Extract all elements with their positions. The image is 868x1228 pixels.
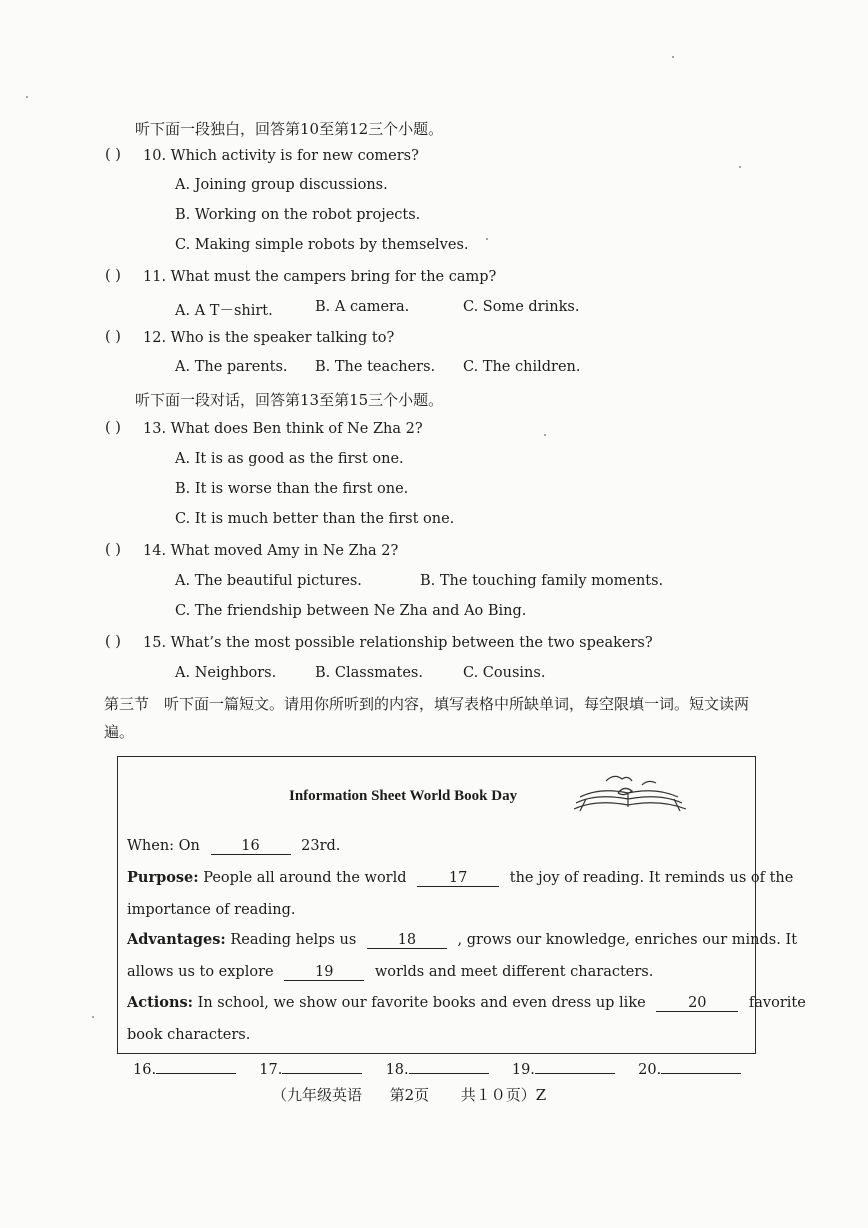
actions-pre: In school, we show our favorite books and even dress up like (197, 995, 646, 1011)
info-sheet-title: Information Sheet World Book Day (289, 788, 518, 804)
information-sheet (117, 756, 806, 1054)
option-c: C. Cousins. (463, 665, 546, 681)
option-a: A. The beautiful pictures. (175, 573, 362, 589)
option-b: B. The teachers. (315, 359, 436, 375)
scan-speck (544, 434, 546, 436)
advantages-pre: Reading helps us (230, 932, 357, 948)
option-a: A. Joining group discussions. (175, 177, 388, 193)
blank-19[interactable]: 19 (284, 964, 364, 981)
scan-speck (672, 56, 674, 58)
page-footer (272, 1084, 546, 1105)
answer-paren[interactable]: ( ) (105, 268, 121, 284)
actions-row (127, 993, 806, 1013)
advantages-row (127, 930, 797, 950)
when-pre: On (178, 838, 200, 854)
answer-label-19: 19. (511, 1062, 535, 1078)
option-b: B. Working on the robot projects. (175, 207, 421, 223)
advantages-post: , grows our knowledge, enriches our minds. It (457, 932, 798, 948)
answer-label-18: 18. (385, 1062, 409, 1078)
footer-page: 第2页 (389, 1086, 430, 1104)
answer-paren[interactable]: ( ) (105, 329, 121, 345)
answer-line (133, 1059, 741, 1079)
advantages-cont-pre: allows us to explore (127, 964, 274, 980)
actions-post: favorite (748, 995, 806, 1011)
scan-speck (26, 96, 28, 98)
question-stem: 13. What does Ben think of Ne Zha 2? (143, 421, 423, 437)
blank-18[interactable]: 18 (367, 932, 447, 949)
advantages-label: Advantages: (127, 931, 226, 948)
answer-blank-16[interactable] (156, 1059, 236, 1074)
option-b: B. Classmates. (315, 665, 423, 681)
advantages-cont-row (127, 962, 653, 982)
option-a: A. A T－shirt. (175, 303, 273, 319)
answer-label-16: 16. (133, 1062, 157, 1078)
question-stem: 11. What must the campers bring for the camp? (143, 269, 497, 285)
footer-subject: （九年级英语 (272, 1086, 363, 1104)
section-intro-10-12: 听下面一段独白，回答第10至第12三个小题。 (135, 120, 444, 138)
when-label: When: (127, 838, 175, 854)
blank-17[interactable]: 17 (417, 870, 499, 887)
option-c: C. The children. (463, 359, 581, 375)
answer-blank-19[interactable] (535, 1059, 615, 1074)
scan-speck (486, 238, 488, 240)
actions-label: Actions: (127, 994, 194, 1011)
section-intro-13-15: 听下面一段对话，回答第13至第15三个小题。 (135, 391, 444, 409)
question-stem: 15. What’s the most possible relationship between the two speakers? (143, 635, 653, 651)
answer-paren[interactable]: ( ) (105, 147, 121, 163)
answer-blank-20[interactable] (661, 1059, 741, 1074)
scan-speck (92, 1016, 94, 1018)
blank-16[interactable]: 16 (211, 838, 291, 855)
question-stem: 12. Who is the speaker talking to? (143, 330, 395, 346)
section-3-instructions: 第三节 听下面一篇短文。请用你所听到的内容，填写表格中所缺单词，每空限填一词。短文读两遍。 (104, 695, 750, 741)
blank-20[interactable]: 20 (656, 995, 738, 1012)
when-post: 23rd. (301, 838, 341, 854)
option-b: B. The touching family moments. (420, 573, 664, 589)
when-row (127, 836, 340, 856)
option-b: B. It is worse than the first one. (175, 481, 409, 497)
footer-total: 共１０页）Z (460, 1086, 547, 1104)
purpose-post: the joy of reading. It reminds us of the (509, 870, 794, 886)
answer-blank-18[interactable] (409, 1059, 489, 1074)
option-c: C. The friendship between Ne Zha and Ao Bing. (175, 603, 527, 619)
option-a: A. It is as good as the first one. (175, 451, 404, 467)
open-book-icon (566, 769, 694, 817)
option-c: C. It is much better than the first one. (175, 511, 455, 527)
answer-label-20: 20. (638, 1062, 662, 1078)
answer-blank-17[interactable] (282, 1059, 362, 1074)
question-stem: 10. Which activity is for new comers? (143, 148, 419, 164)
advantages-cont-post: worlds and meet different characters. (374, 964, 654, 980)
answer-label-17: 17. (259, 1062, 283, 1078)
scan-speck (739, 166, 741, 168)
answer-paren[interactable]: ( ) (105, 634, 121, 650)
purpose-pre: People all around the world (203, 870, 407, 886)
option-a: A. Neighbors. (175, 665, 277, 681)
purpose-cont: importance of reading. (127, 902, 296, 918)
option-c: C. Making simple robots by themselves. (175, 237, 469, 253)
option-c: C. Some drinks. (463, 299, 580, 315)
option-b: B. A camera. (315, 299, 410, 315)
answer-paren[interactable]: ( ) (105, 542, 121, 558)
purpose-label: Purpose: (127, 869, 199, 886)
option-a: A. The parents. (175, 359, 288, 375)
actions-cont: book characters. (127, 1027, 251, 1043)
answer-paren[interactable]: ( ) (105, 420, 121, 436)
purpose-row (127, 868, 793, 888)
question-stem: 14. What moved Amy in Ne Zha 2? (143, 543, 399, 559)
